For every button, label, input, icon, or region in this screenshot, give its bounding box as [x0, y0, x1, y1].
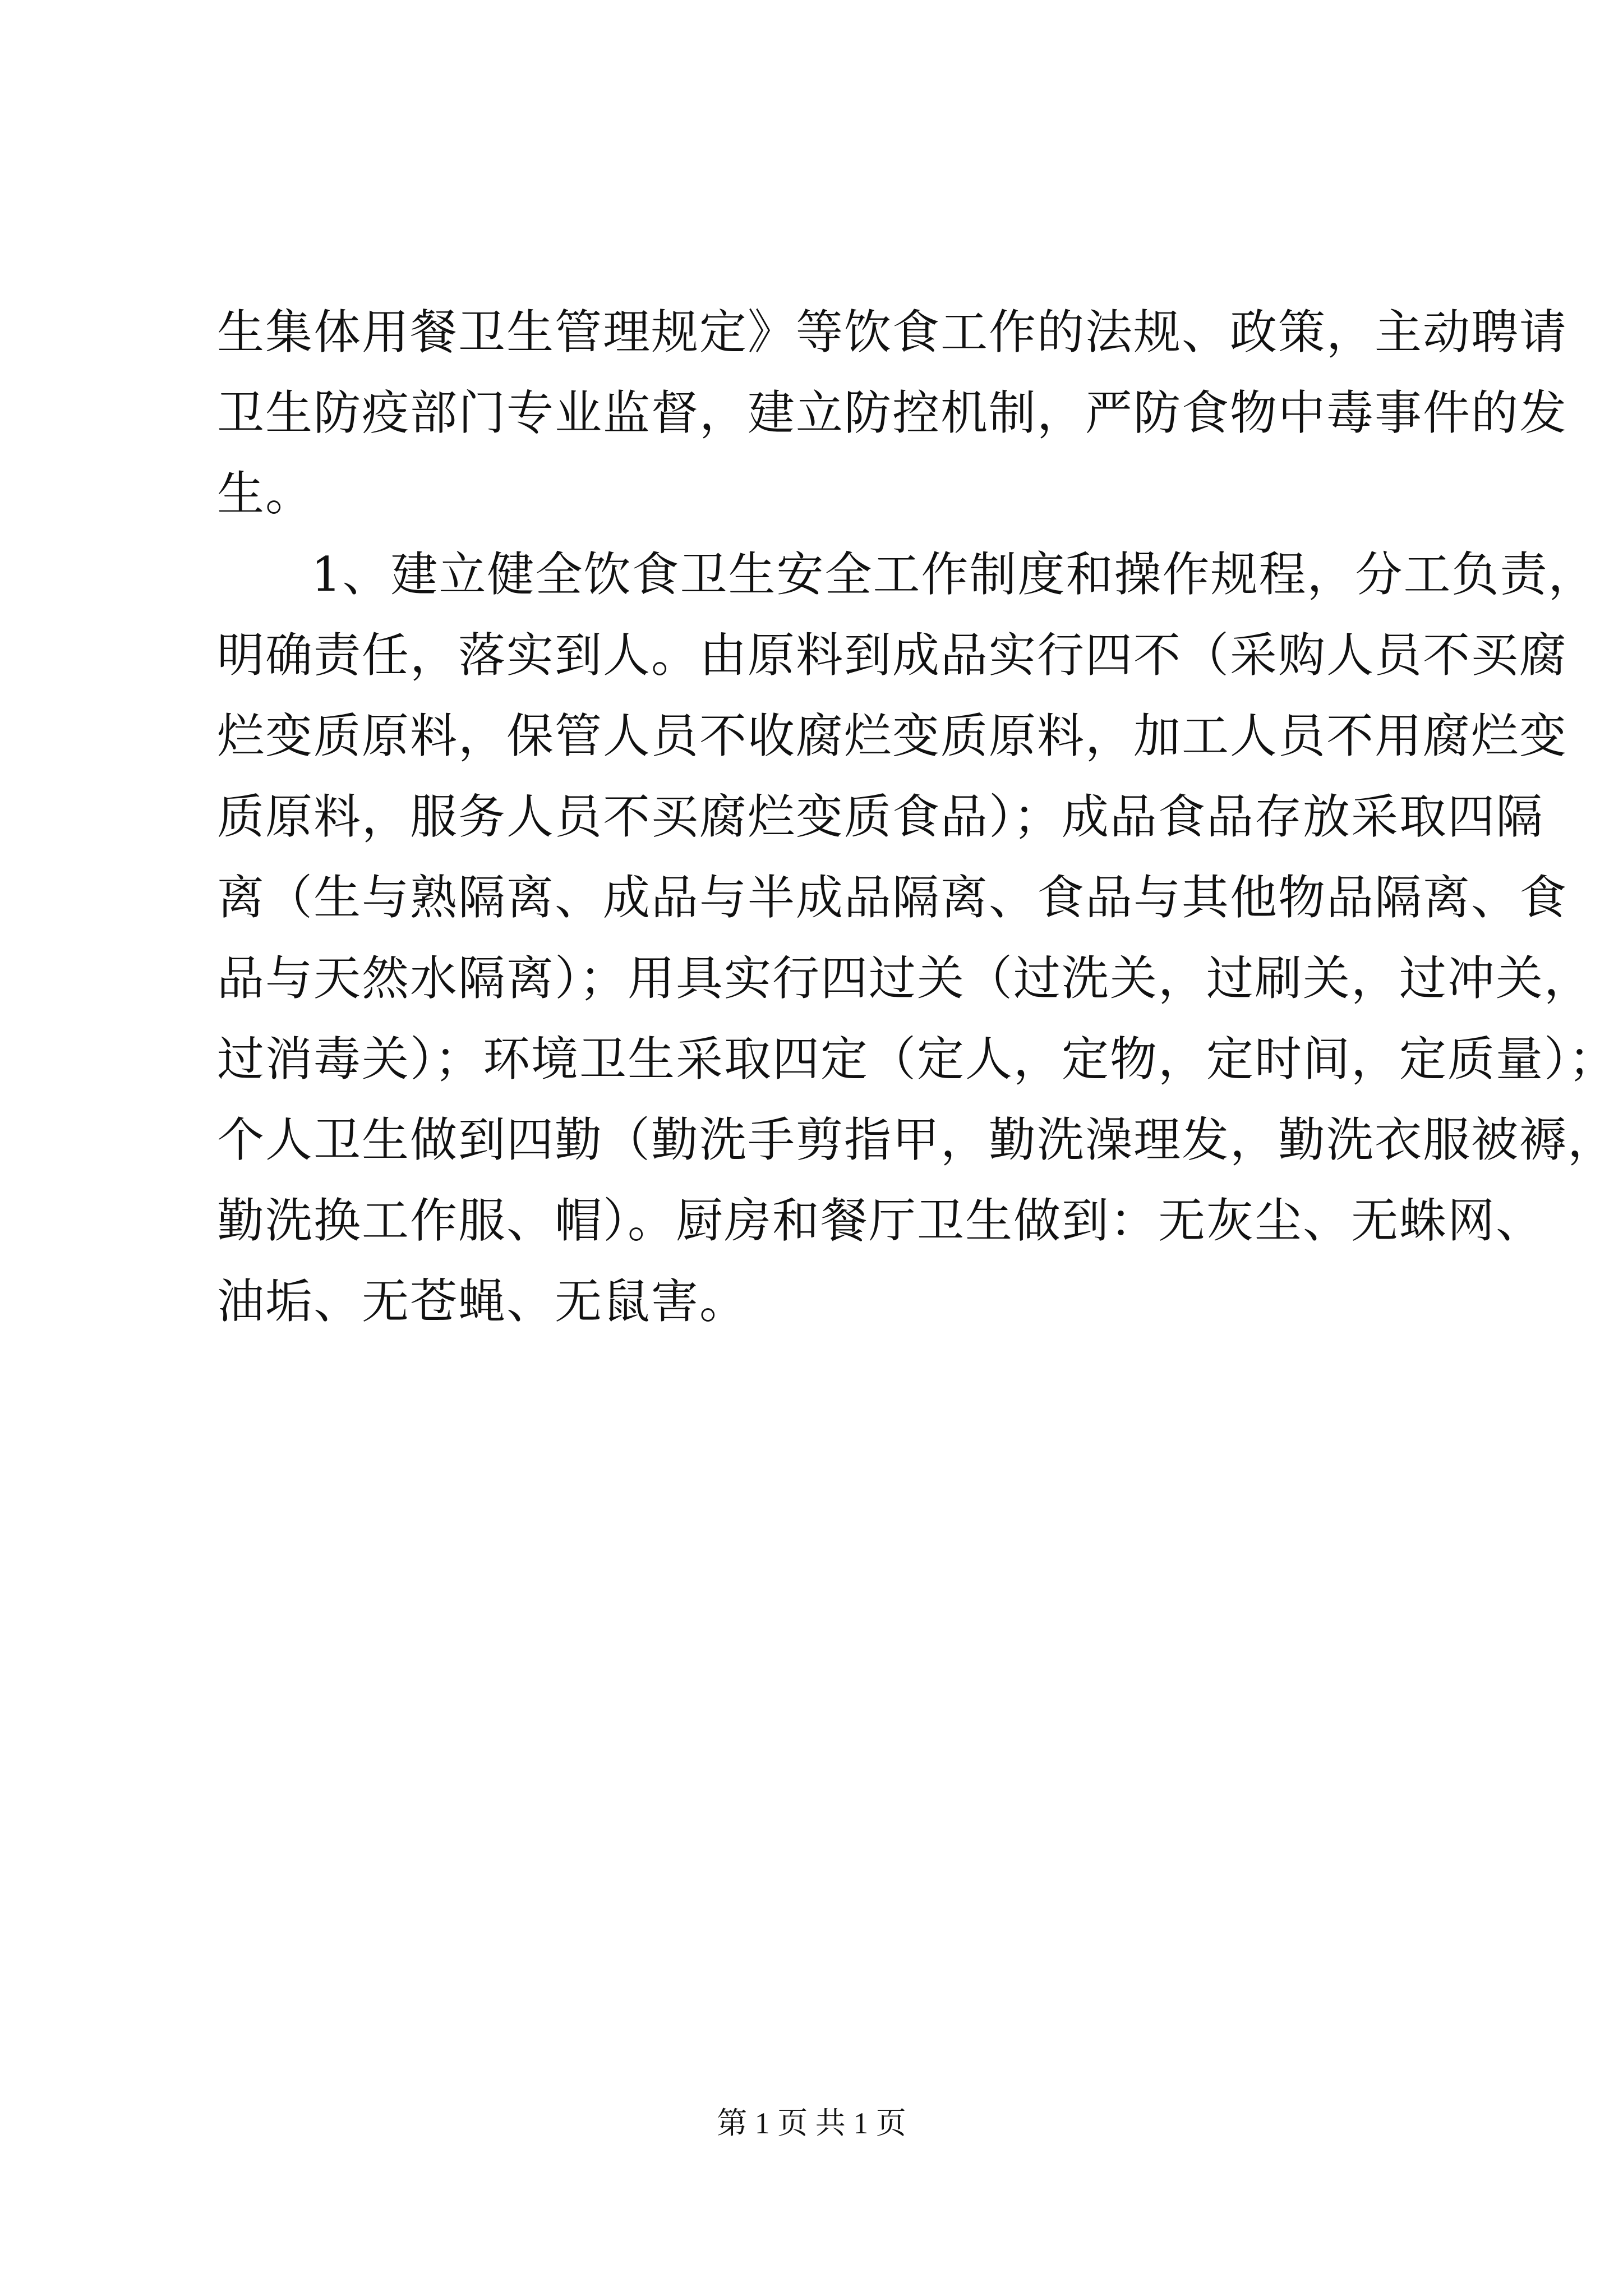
text-line: 品与天然水隔离）；用具实行四过关（过洗关，过刷关，过冲关，: [217, 951, 1593, 1006]
text-line: 卫生防疫部门专业监督，建立防控机制，严防食物中毒事件的发: [217, 385, 1568, 440]
text-line: 明确责任，落实到人。由原料到成品实行四不（采购人员不买腐: [217, 628, 1568, 683]
paragraph-first-line: 1、建立健全饮食卫生安全工作制度和操作规程，分工负责，: [311, 547, 1597, 602]
body-text: [217, 292, 1617, 1342]
text-line: 质原料，服务人员不买腐烂变质食品）；成品食品存放采取四隔: [217, 789, 1544, 844]
text-line: 个人卫生做到四勤（勤洗手剪指甲，勤洗澡理发，勤洗衣服被褥，: [217, 1112, 1616, 1167]
text-line: 油垢、无苍蝇、无鼠害。: [217, 1274, 748, 1329]
text-line: 生。: [217, 466, 314, 521]
text-line: 离（生与熟隔离、成品与半成品隔离、食品与其他物品隔离、食: [217, 870, 1568, 925]
page-footer: 第 1 页 共 1 页: [717, 2106, 906, 2140]
text-line: 过消毒关）；环境卫生采取四定（定人，定物，定时间，定质量）；: [217, 1032, 1617, 1087]
text-line: 烂变质原料，保管人员不收腐烂变质原料，加工人员不用腐烂变: [217, 708, 1568, 763]
text-line: 生集体用餐卫生管理规定》等饮食工作的法规、政策，主动聘请: [217, 305, 1568, 360]
text-line: 勤洗换工作服、帽）。厨房和餐厅卫生做到：无灰尘、无蛛网、: [217, 1193, 1544, 1248]
